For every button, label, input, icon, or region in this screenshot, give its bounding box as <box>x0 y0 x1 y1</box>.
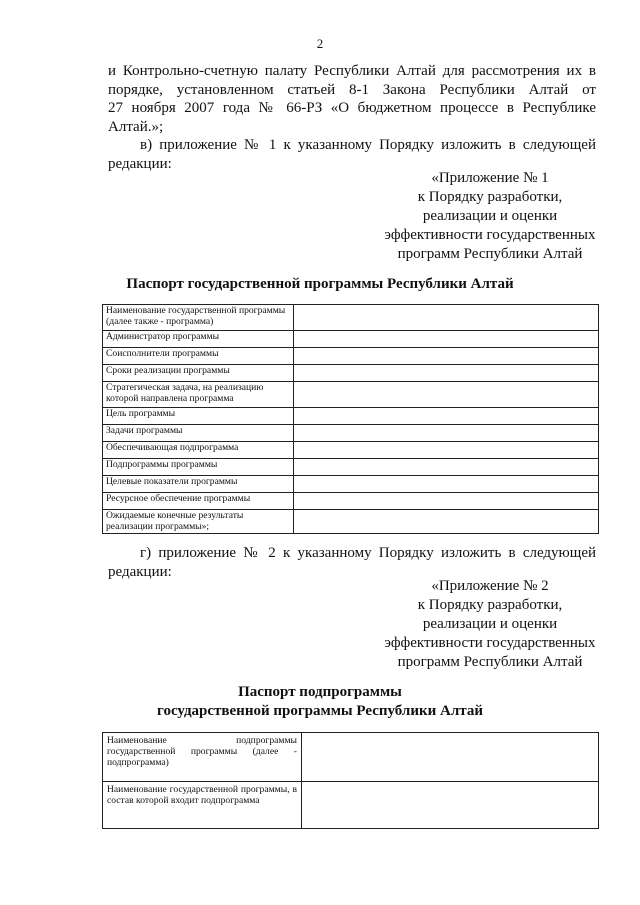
table-row <box>103 365 599 382</box>
intro-line-3: 27 ноября 2007 года № 66-РЗ «О бюджетном процессе в Республике <box>108 100 596 116</box>
table-cell-label: Стратегическая задача, на реализацию которой направлена программа <box>103 382 294 408</box>
table-cell-label: Наименование государственной программы, в состав которой входит подпрограмма <box>103 782 302 829</box>
appendix1-line-3: реализации и оценки <box>422 208 558 224</box>
table-cell-value <box>294 425 599 442</box>
table-row <box>103 493 599 510</box>
table-row <box>103 459 599 476</box>
appendix2-line-3: реализации и оценки <box>422 616 558 632</box>
table-row <box>103 782 599 829</box>
appendix1-line-2: к Порядку разработки, <box>417 189 563 205</box>
table-cell-label: Наименование государственной программы (далее также - программа) <box>103 305 294 331</box>
table-row <box>103 425 599 442</box>
table-row <box>103 305 599 331</box>
table-cell-label: Соисполнители программы <box>103 348 294 365</box>
para-g-line-1: г) приложение № 2 к указанному Порядку изложить в следующей <box>140 545 596 561</box>
appendix2-line-2: к Порядку разработки, <box>417 597 563 613</box>
table-cell-value <box>294 442 599 459</box>
table-cell-value <box>294 408 599 425</box>
table-cell-value <box>294 382 599 408</box>
table-cell-label: Целевые показатели программы <box>103 476 294 493</box>
appendix1-line-5: программ Республики Алтай <box>397 246 583 262</box>
table-cell-label: Цель программы <box>103 408 294 425</box>
table-cell-label: Сроки реализации программы <box>103 365 294 382</box>
appendix2-line-1: «Приложение № 2 <box>431 578 549 594</box>
table-cell-value <box>294 365 599 382</box>
table-row <box>103 331 599 348</box>
table-cell-value <box>302 782 599 829</box>
table-cell-label: Администратор программы <box>103 331 294 348</box>
page-number: 2 <box>316 36 324 51</box>
table-cell-value <box>294 459 599 476</box>
passport1-table <box>102 304 599 534</box>
appendix2-line-5: программ Республики Алтай <box>397 654 583 670</box>
table-cell-value <box>294 305 599 331</box>
para-v-line-1: в) приложение № 1 к указанному Порядку изложить в следующей <box>140 137 596 153</box>
intro-line-4: Алтай.»; <box>108 118 164 135</box>
table-cell-label: Ожидаемые конечные результаты реализации программы»; <box>103 510 294 534</box>
table-row <box>103 476 599 493</box>
passport2-title-line-1: Паспорт подпрограммы <box>238 684 402 700</box>
passport2-title-line-2: государственной программы Республики Алтай <box>157 703 483 719</box>
table-cell-label: Задачи программы <box>103 425 294 442</box>
table-cell-value <box>294 493 599 510</box>
table-cell-label: Наименование подпрограммы государственной программы (далее - подпрограмма) <box>103 733 302 782</box>
table-cell-value <box>294 510 599 534</box>
table-cell-label: Ресурсное обеспечение программы <box>103 493 294 510</box>
table-cell-value <box>294 331 599 348</box>
passport1-title: Паспорт государственной программы Республики Алтай <box>126 276 514 292</box>
table-row <box>103 733 599 782</box>
table-row <box>103 382 599 408</box>
table-row <box>103 348 599 365</box>
table-cell-value <box>302 733 599 782</box>
table-cell-value <box>294 348 599 365</box>
para-v-line-2: редакции: <box>108 155 172 172</box>
table-row <box>103 408 599 425</box>
intro-line-2: порядке, установленном статьей 8-1 Закона Республики Алтай от <box>108 81 596 98</box>
table-row <box>103 510 599 534</box>
table-cell-value <box>294 476 599 493</box>
appendix2-line-4: эффективности государственных <box>384 635 596 651</box>
table-cell-label: Подпрограммы программы <box>103 459 294 476</box>
appendix1-line-4: эффективности государственных <box>384 227 596 243</box>
table-row <box>103 442 599 459</box>
appendix1-line-1: «Приложение № 1 <box>431 170 549 186</box>
para-g-line-2: редакции: <box>108 563 172 580</box>
table-cell-label: Обеспечивающая подпрограмма <box>103 442 294 459</box>
passport2-table <box>102 732 599 829</box>
intro-line-1: и Контрольно-счетную палату Республики Алтай для рассмотрения их в <box>108 63 596 79</box>
